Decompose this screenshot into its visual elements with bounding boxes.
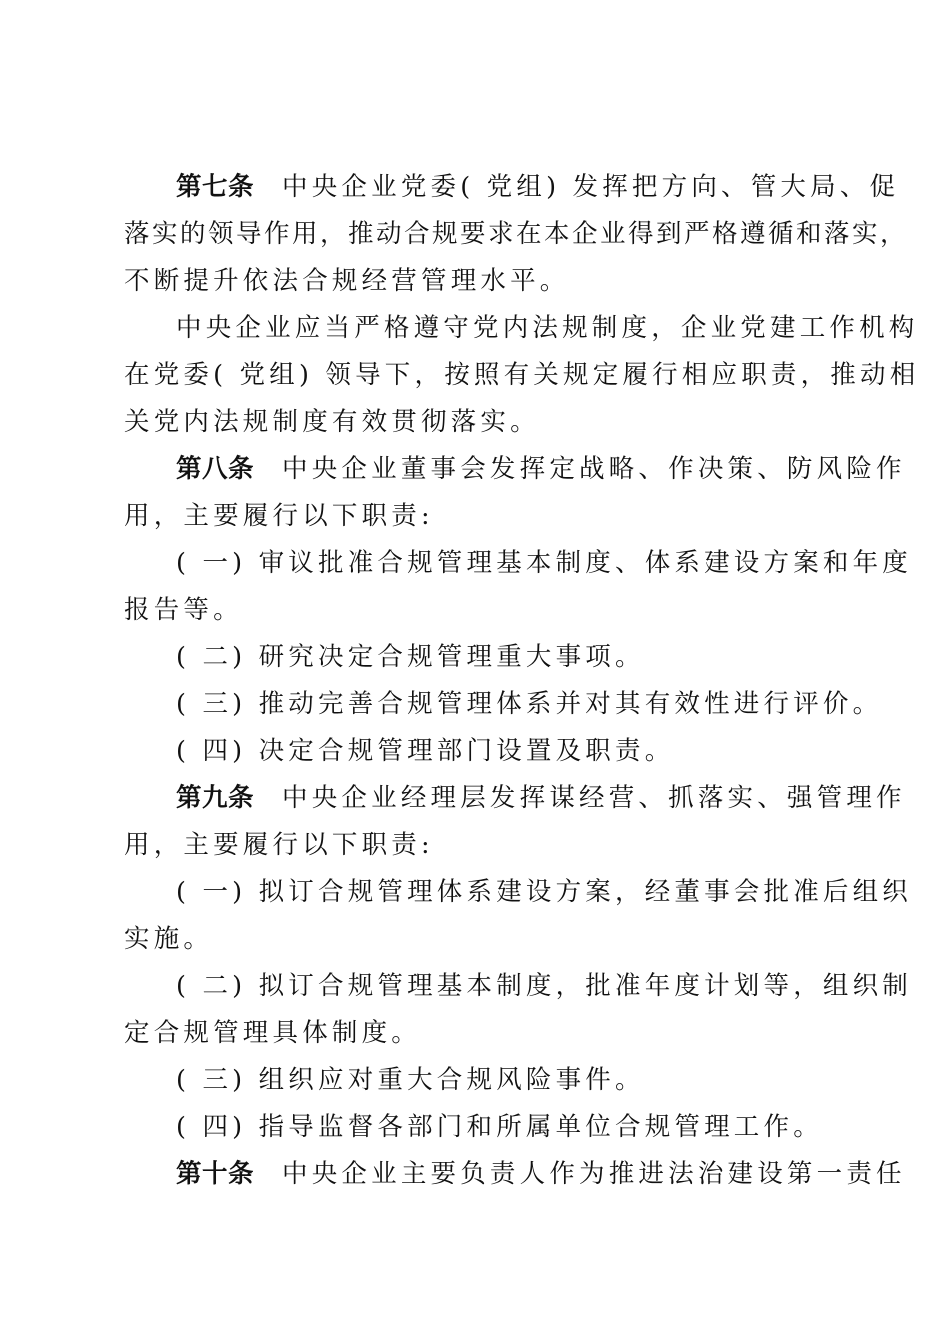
article-9-item-2-line-1: ( 二) 拟订合规管理基本制度，批准年度计划等，组织制 [176,971,913,1001]
article-9-item-4: ( 四) 指导监督各部门和所属单位合规管理工作。 [176,1112,823,1142]
article-7-first-line [176,164,900,210]
article-10-heading: 第十条 [176,1159,255,1189]
article-9-item-3: ( 三) 组织应对重大合规风险事件。 [176,1065,645,1095]
article-8-item-3: ( 三) 推动完善合规管理体系并对其有效性进行评价。 [176,689,883,719]
article-7-heading: 第七条 [176,172,255,202]
article-10-line-1: 中央企业主要负责人作为推进法治建设第一责任 [282,1159,906,1189]
article-8-item-2: ( 二) 研究决定合规管理重大事项。 [176,642,645,672]
article-8-heading: 第八条 [176,454,255,484]
article-8-item-1-line-2: 报告等。 [124,595,243,625]
article-7-line-1: 中央企业党委( 党组) 发挥把方向、管大局、促 [282,172,900,202]
article-8-item-4: ( 四) 决定合规管理部门设置及职责。 [176,736,675,766]
article-10-first-line [176,1151,906,1197]
article-9-first-line [176,775,906,821]
article-7-line-3: 不断提升依法合规经营管理水平。 [124,266,570,296]
article-8-line-2: 用，主要履行以下职责: [124,501,434,531]
article-8-first-line [176,446,906,492]
article-9-line-2: 用，主要履行以下职责: [124,830,434,860]
article-7-line-2: 落实的领导作用，推动合规要求在本企业得到严格遵循和落实， [124,219,909,249]
article-9-item-1-line-2: 实施。 [124,924,214,954]
party-paragraph-line-2: 在党委( 党组) 领导下，按照有关规定履行相应职责，推动相 [124,360,920,390]
article-9-item-1-line-1: ( 一) 拟订合规管理体系建设方案，经董事会批准后组织 [176,877,913,907]
article-9-item-2-line-2: 定合规管理具体制度。 [124,1018,422,1048]
party-paragraph-line-1: 中央企业应当严格遵守党内法规制度，企业党建工作机构 [176,313,919,343]
article-8-line-1: 中央企业董事会发挥定战略、作决策、防风险作 [282,454,906,484]
party-paragraph-line-3: 关党内法规制度有效贯彻落实。 [124,407,540,437]
article-8-item-1-line-1: ( 一) 审议批准合规管理基本制度、体系建设方案和年度 [176,548,913,578]
article-9-heading: 第九条 [176,783,255,813]
article-9-line-1: 中央企业经理层发挥谋经营、抓落实、强管理作 [282,783,906,813]
